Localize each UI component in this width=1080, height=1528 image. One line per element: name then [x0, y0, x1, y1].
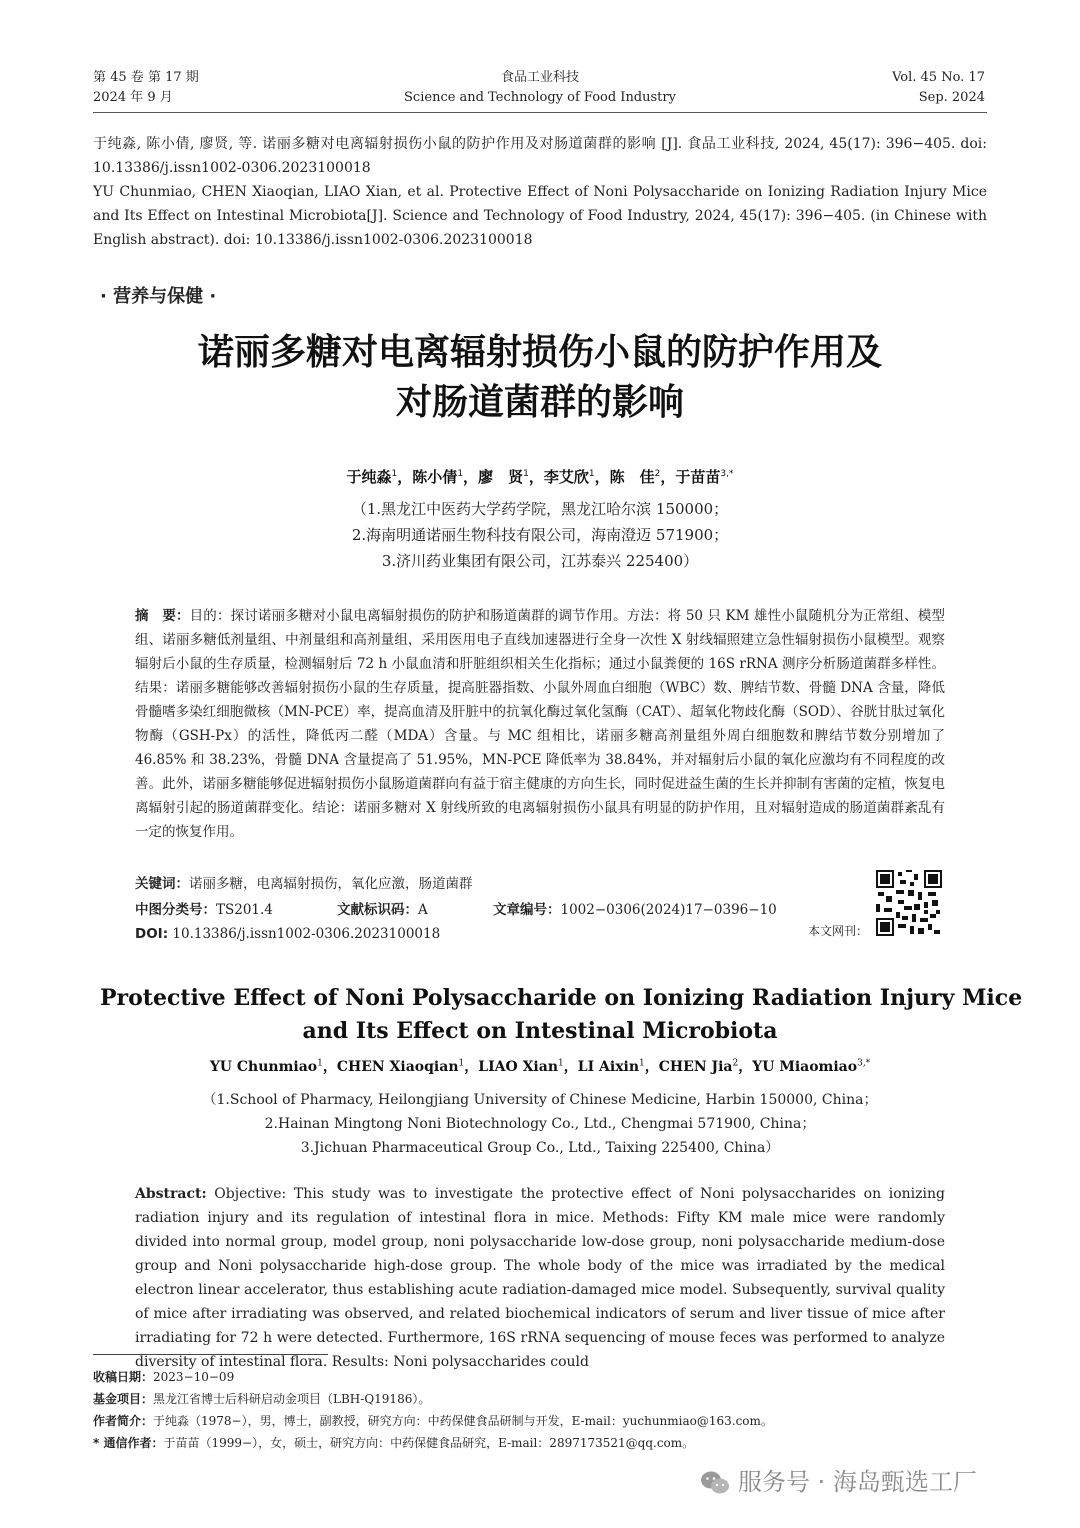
author-affil-sup: 1 [391, 469, 398, 479]
footnote-text: 于苗苗（1999−），女，硕士，研究方向：中药保健食品研究，E-mail：2897173521@qq.com。 [163, 1436, 695, 1450]
author-name: 于苗苗 [675, 468, 721, 486]
doc-value: A [418, 902, 428, 918]
doi-label: DOI: [135, 926, 169, 942]
citation-cn: 于纯淼, 陈小倩, 廖贤, 等. 诺丽多糖对电离辐射损伤小鼠的防护作用及对肠道菌群的影响 [J]. 食品工业科技, 2024, 45(17): 396−405. doi: 10.13386/j.issn1002-0306.2023100018 [93, 136, 987, 176]
author-name: 李艾欣 [543, 468, 589, 486]
keywords-text: 诺丽多糖，电离辐射损伤，氧化应激，肠道菌群 [189, 876, 473, 892]
affiliation-line: 3.Jichuan Pharmaceutical Group Co., Ltd., Taixing 225400, China） [300, 1140, 780, 1156]
en-abstract-text: Objective: This study was to investigate the protective effect of Noni polysaccharides on ionizing radiation injury and its regulation of intestinal flora in mice. Methods: Fifty KM male mice were randomly divided into normal group, model group, noni polysaccharide low-dose group, noni polysaccharide medium-dose group and Noni polysaccharide high-dose group. The whole body of the mice was irradiated by the medical electron linear accelerator, thus establishing acute radiation-damaged mice model. Subsequently, survival quality of mice after irradiating was observed, and related biochemical indicators of serum and liver tissue of mice after irradiating for 72 h were detected. Furthermore, 16S rRNA sequencing of mouse feces was performed to analyze diversity of intestinal flora. Results: Noni polysaccharides could [135, 1186, 945, 1370]
clc-value: TS201.4 [216, 902, 273, 918]
affiliation-line: 2.Hainan Mingtong Noni Biotechnology Co., Ltd., Chengmai 571900, China； [264, 1116, 816, 1132]
footnote-text: 黑龙江省博士后科研启动金项目（LBH-Q19186）。 [153, 1392, 431, 1406]
footnote-text: 于纯淼（1978−），男，博士，副教授，研究方向：中药保健食品研制与开发，E-mail：yuchunmiao@163.com。 [153, 1414, 773, 1428]
doc-label: 文献标识码： [337, 902, 418, 918]
keywords-label: 关键词： [135, 876, 189, 892]
footnote-label: 作者简介： [93, 1414, 154, 1428]
cn-title-line1: 诺丽多糖对电离辐射损伤小鼠的防护作用及 [197, 332, 882, 373]
author-affil-sup: 1 [639, 1058, 645, 1069]
cn-title-line2: 对肠道菌群的影响 [395, 382, 684, 423]
column-tag: · 营养与保健 · [100, 286, 217, 307]
author-affil-sup: 1 [558, 1058, 564, 1069]
author-name: LI Aixin [577, 1059, 640, 1075]
article-number [493, 900, 777, 920]
footnote-divider [93, 1354, 328, 1355]
en-title-line2: and Its Effect on Intestinal Microbiota [302, 1018, 778, 1044]
header-divider [93, 112, 987, 113]
journal-name [340, 68, 740, 108]
cn-authors: 于纯淼$^1$，陈小倩$^1$，廖 贤$^1$，李艾欣$^1$，陈 佳$^2$，于苗苗$^{3,*}$ [346, 468, 734, 486]
cn-abstract [135, 604, 945, 844]
author-name: 于纯淼 [346, 468, 392, 486]
affiliation-line: （1.黑龙江中医药大学药学院，黑龙江哈尔滨 150000； [351, 500, 729, 518]
affiliation-line: 3.济川药业集团有限公司，江苏泰兴 225400） [381, 552, 699, 570]
footnote-funding [93, 1388, 993, 1410]
author-name: 陈小倩 [412, 468, 458, 486]
qr-code-icon[interactable] [876, 870, 942, 936]
author-name: 廖 贤 [478, 468, 524, 486]
journal-volume-issue [93, 68, 199, 108]
keywords [135, 874, 473, 894]
journal-name-en: Science and Technology of Food Industry [404, 90, 676, 105]
doi-value[interactable]: 10.13386/j.issn1002-0306.2023100018 [172, 926, 441, 942]
en-affiliations [100, 1088, 980, 1160]
author-affil-sup: 3,* [857, 1058, 871, 1069]
journal-name-cn: 食品工业科技 [500, 70, 579, 85]
document-code [337, 900, 428, 920]
footnote-corresponding [93, 1432, 993, 1454]
author-name: YU Miaomiao [752, 1059, 858, 1075]
footnote-label: * 通信作者： [93, 1436, 164, 1450]
issue-date-en: Sep. 2024 [918, 90, 985, 105]
doi-line [135, 924, 440, 944]
footnote-text: 2023−10−09 [153, 1370, 235, 1384]
footnotes [93, 1366, 993, 1454]
volume-issue-cn: 第 45 卷 第 17 期 [93, 70, 199, 85]
en-abstract [135, 1182, 945, 1374]
en-title [100, 982, 1023, 1048]
citation-en: YU Chunmiao, CHEN Xiaoqian, LIAO Xian, et al. Protective Effect of Noni Polysaccharide on Ionizing Radiation Injury Mice and Its Effect on Intestinal Microbiota[J]. Science and Technology of Food Industry, 2024, 45(17): 396−405. (in Chinese with English abstract). doi: 10.13386/j.issn1002-0306.2023100018 [93, 184, 987, 248]
cn-abstract-text: 目的：探讨诺丽多糖对小鼠电离辐射损伤的防护和肠道菌群的调节作用。方法：将 50 只 KM 雄性小鼠随机分为正常组、模型组、诺丽多糖低剂量组、中剂量组和高剂量组，采用医用电子直线加速器进行全身一次性 X 射线辐照建立急性辐射损伤小鼠模型。观察辐射后小鼠的生存质量，检测辐射后 72 h 小鼠血清和肝脏组织相关生化指标；通过小鼠粪便的 16S rRNA 测序分析肠道菌群多样性。结果：诺丽多糖能够改善辐射损伤小鼠的生存质量，提高脏器指数、小鼠外周血白细胞（WBC）数、脾结节数、骨髓 DNA 含量，降低骨髓嗜多染红细胞微核（MN-PCE）率，提高血清及肝脏中的抗氧化酶过氧化氢酶（CAT）、超氧化物歧化酶（SOD）、谷胱甘肽过氧化物酶（GSH-Px）的活性，降低丙二醛（MDA）含量。与 MC 组相比，诺丽多糖高剂量组外周白细胞数和脾结节数分别增加了 46.85% 和 38.23%，骨髓 DNA 含量提高了 51.95%，MN-PCE 降低率为 38.84%，并对辐射后小鼠的氧化应激均有不同程度的改善。此外，诺丽多糖能够促进辐射损伤小鼠肠道菌群向有益于宿主健康的方向生长，同时促进益生菌的生长并抑制有害菌的定植，恢复电离辐射引起的肠道菌群变化。结论：诺丽多糖对 X 射线所致的电离辐射损伤小鼠具有明显的防护作用，且对辐射造成的肠道菌群紊乱有一定的恢复作用。 [135, 608, 945, 840]
journal-volume-issue-en [892, 68, 985, 108]
author-affil-sup: 3,* [720, 469, 734, 479]
author-affil-sup: 2 [654, 469, 661, 479]
author-name: CHEN Xiaoqian [336, 1059, 459, 1075]
cn-abstract-label: 摘 要： [135, 608, 190, 624]
volume-issue-en: Vol. 45 No. 17 [892, 70, 985, 85]
article-label: 文章编号： [493, 902, 561, 918]
affiliation-line: 2.海南明通诺丽生物科技有限公司，海南澄迈 571900； [351, 526, 729, 544]
article-value: 1002−0306(2024)17−0396−10 [560, 902, 777, 918]
author-name: CHEN Jia [658, 1059, 733, 1075]
clc-number [135, 900, 273, 920]
author-affil-sup: 1 [523, 469, 529, 479]
footnote-label: 收稿日期： [93, 1370, 154, 1384]
watermark [700, 1462, 977, 1497]
author-affil-sup: 2 [732, 1058, 739, 1069]
footnote-author-bio [93, 1410, 993, 1432]
watermark-text: 服务号 · 海岛甄选工厂 [738, 1468, 977, 1496]
author-affil-sup: 1 [588, 469, 595, 479]
en-title-line1: Protective Effect of Noni Polysaccharide on Ionizing Radiation Injury Mice [100, 985, 1023, 1011]
footnote-label: 基金项目： [93, 1392, 154, 1406]
author-name: 陈 佳 [609, 468, 655, 486]
en-abstract-label: Abstract: [135, 1186, 207, 1202]
citation-block [93, 132, 987, 252]
cn-title [60, 328, 1020, 428]
footnote-received [93, 1366, 993, 1388]
affiliation-line: （1.School of Pharmacy, Heilongjiang University of Chinese Medicine, Harbin 150000, China； [202, 1092, 878, 1108]
author-name: YU Chunmiao [209, 1059, 318, 1075]
clc-label: 中图分类号： [135, 902, 216, 918]
author-affil-sup: 1 [457, 469, 464, 479]
author-affil-sup: 1 [458, 1058, 465, 1069]
cn-affiliations [100, 496, 980, 574]
issue-date-cn: 2024 年 9 月 [93, 90, 173, 105]
author-affil-sup: 1 [317, 1058, 323, 1069]
wechat-icon [700, 1470, 730, 1496]
author-name: LIAO Xian [478, 1059, 559, 1075]
en-authors: YU Chunmiao$^1$，CHEN Xiaoqian$^1$，LIAO Xian$^1$，LI Aixin$^1$，CHEN Jia$^2$，YU Miaomiao$^{3,*}$ [209, 1058, 871, 1075]
qr-label: 本文网刊： [808, 924, 869, 938]
